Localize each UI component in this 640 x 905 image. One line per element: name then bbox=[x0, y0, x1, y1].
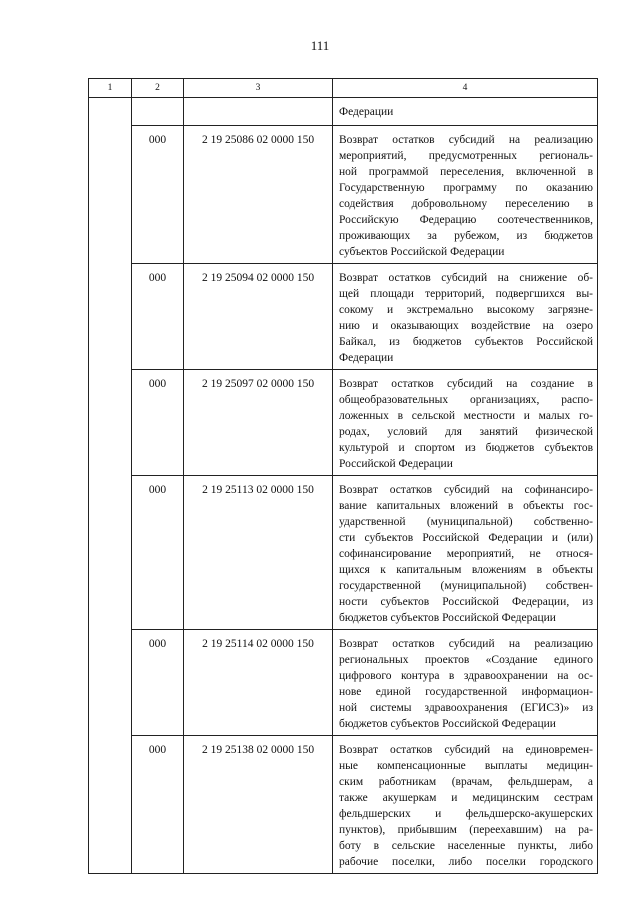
description-line: софинансирование мероприятий, не относя- bbox=[339, 548, 593, 560]
description-cell bbox=[333, 264, 598, 370]
budget-codes-table bbox=[88, 78, 598, 874]
description-line: содействия добровольному переселению в bbox=[339, 198, 593, 210]
description-line: сти субъектов Российской Федерации и (или) bbox=[339, 532, 593, 544]
budget-code-cell: 2 19 25094 02 0000 150 bbox=[184, 264, 333, 370]
description-line: боту в сельские населенные пункты, либо bbox=[339, 840, 593, 852]
table-row bbox=[89, 264, 598, 370]
description-line: ной программой переселения, включенной в bbox=[339, 166, 593, 178]
budget-code-cell: 2 19 25138 02 0000 150 bbox=[184, 736, 333, 874]
description-line: Возврат остатков субсидий на создание в bbox=[339, 378, 593, 390]
description-line: Возврат остатков субсидий на единовремен- bbox=[339, 744, 593, 756]
description-line: пунктов), прибывшим (переехавшим) на ра- bbox=[339, 824, 593, 836]
description-line: культурой и спортом из бюджетов субъектов bbox=[339, 442, 593, 454]
header-cell-3: 3 bbox=[184, 79, 333, 98]
table-row bbox=[89, 476, 598, 630]
description-line: щей площади территорий, подвергшихся вы- bbox=[339, 288, 593, 300]
header-cell-2: 2 bbox=[132, 79, 184, 98]
header-cell-4: 4 bbox=[333, 79, 598, 98]
description-line: Российскую Федерацию соотечественников, bbox=[339, 214, 593, 226]
description-line: родах, условий для занятий физической bbox=[339, 426, 593, 438]
budget-code-cell: 2 19 25086 02 0000 150 bbox=[184, 126, 333, 264]
description-line: ским работникам (врачам, фельдшерам, а bbox=[339, 776, 593, 788]
table-row bbox=[89, 370, 598, 476]
description-line: ные компенсационные выплаты медицин- bbox=[339, 760, 593, 772]
merged-column-1-cell bbox=[89, 98, 132, 874]
empty-cell bbox=[132, 98, 184, 126]
description-line: ности субъектов Российской Федерации, из bbox=[339, 596, 593, 608]
header-cell-1: 1 bbox=[89, 79, 132, 98]
description-line: рабочие поселки, либо поселки городского bbox=[339, 856, 593, 868]
budget-code-cell: 2 19 25114 02 0000 150 bbox=[184, 630, 333, 736]
description-line: Возврат остатков субсидий на софинансиро- bbox=[339, 484, 593, 496]
description-cell bbox=[333, 476, 598, 630]
description-cell bbox=[333, 126, 598, 264]
description-line: щихся к капитальным вложениям в объекты bbox=[339, 564, 593, 576]
description-line: цифрового контура в здравоохранении на ос- bbox=[339, 670, 593, 682]
budget-code-cell: 2 19 25097 02 0000 150 bbox=[184, 370, 333, 476]
description-line: региональных проектов «Создание единого bbox=[339, 654, 593, 666]
table-header-row bbox=[89, 79, 598, 98]
table-row bbox=[89, 630, 598, 736]
description-line: также акушеркам и медицинским сестрам bbox=[339, 792, 593, 804]
description-line: вание капитальных вложений в объекты гос- bbox=[339, 500, 593, 512]
description-cell bbox=[333, 736, 598, 874]
page-number: 111 bbox=[310, 38, 330, 53]
budget-code-cell: 2 19 25113 02 0000 150 bbox=[184, 476, 333, 630]
description-cell bbox=[333, 630, 598, 736]
description-line: бюджетов субъектов Российской Федерации bbox=[339, 718, 556, 730]
description-line: Байкал, из бюджетов субъектов Российской bbox=[339, 336, 593, 348]
description-line: общеобразовательных организациях, распо- bbox=[339, 394, 593, 406]
description-line: проживающих за рубежом, из бюджетов bbox=[339, 230, 593, 242]
description-line: Государственную программу по оказанию bbox=[339, 182, 593, 194]
description-cell bbox=[333, 370, 598, 476]
admin-code-cell: 000 bbox=[132, 264, 184, 370]
description-line: Возврат остатков субсидий на реализацию bbox=[339, 134, 593, 146]
continuation-text bbox=[333, 98, 598, 126]
table-row bbox=[89, 736, 598, 874]
empty-cell bbox=[184, 98, 333, 126]
admin-code-cell: 000 bbox=[132, 476, 184, 630]
continuation-row bbox=[89, 98, 598, 126]
description-line: ной системы здравоохранения (ЕГИСЗ)» из bbox=[339, 702, 593, 714]
admin-code-cell: 000 bbox=[132, 736, 184, 874]
description-line: субъектов Российской Федерации bbox=[339, 246, 505, 258]
admin-code-cell: 000 bbox=[132, 370, 184, 476]
table-row bbox=[89, 126, 598, 264]
description-line: мероприятий, предусмотренных региональ- bbox=[339, 150, 593, 162]
description-line: Возврат остатков субсидий на реализацию bbox=[339, 638, 593, 650]
description-line: бюджетов субъектов Российской Федерации bbox=[339, 612, 556, 624]
description-line: фельдшерских и фельдшерско-акушерских bbox=[339, 808, 593, 820]
description-line: ложенных в сельской местности и малых го- bbox=[339, 410, 593, 422]
description-line: нию и оказывающих воздействие на озеро bbox=[339, 320, 593, 332]
description-line: Возврат остатков субсидий на снижение об- bbox=[339, 272, 593, 284]
admin-code-cell: 000 bbox=[132, 126, 184, 264]
description-line: Федерации bbox=[339, 352, 394, 364]
description-line: ударственной (муниципальной) собственно- bbox=[339, 516, 593, 528]
description-line: Федерации bbox=[339, 106, 394, 118]
description-line: нове единой государственной информацион- bbox=[339, 686, 593, 698]
description-line: государственной (муниципальной) собствен- bbox=[339, 580, 593, 592]
admin-code-cell: 000 bbox=[132, 630, 184, 736]
description-line: Российской Федерации bbox=[339, 458, 453, 470]
description-line: сокому и экстремально высокому загрязне- bbox=[339, 304, 593, 316]
